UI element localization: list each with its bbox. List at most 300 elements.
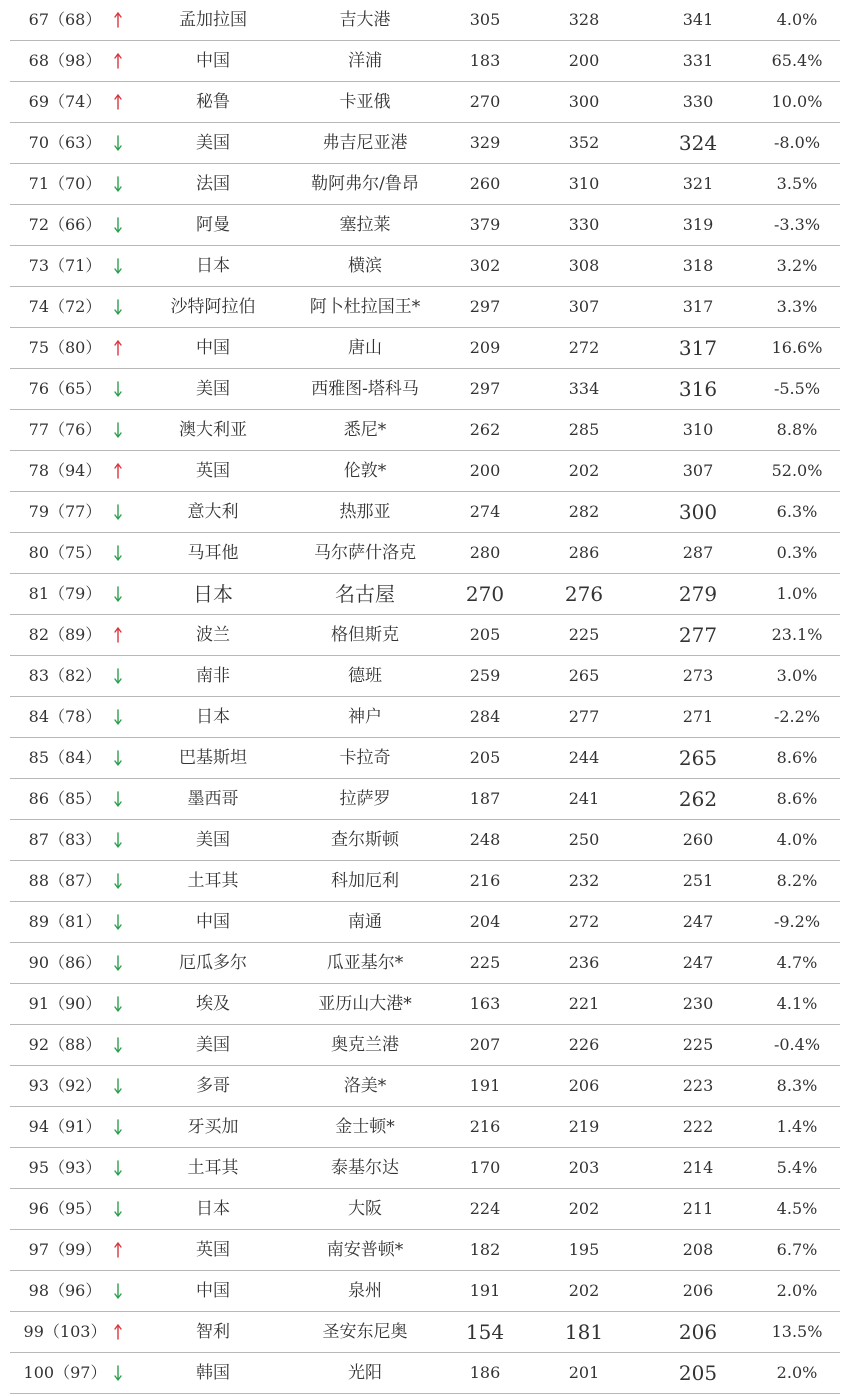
growth-cell: 2.0% bbox=[776, 1363, 818, 1382]
value-cell: 226 bbox=[568, 1035, 600, 1054]
table-row bbox=[10, 287, 840, 328]
table-row bbox=[10, 820, 840, 861]
value-cell: 300 bbox=[568, 92, 600, 111]
table-row bbox=[10, 861, 840, 902]
value-cell: 201 bbox=[568, 1363, 600, 1382]
value-cell: 209 bbox=[469, 338, 501, 357]
value-cell: 331 bbox=[682, 51, 714, 70]
value-cell: 219 bbox=[568, 1117, 600, 1136]
growth-cell: 8.8% bbox=[776, 420, 818, 439]
port-cell: 德班 bbox=[348, 666, 382, 686]
arrow-up-icon bbox=[114, 463, 122, 479]
value-cell: 265 bbox=[568, 666, 600, 685]
value-cell: 270 bbox=[465, 582, 505, 606]
value-cell: 181 bbox=[564, 1320, 604, 1344]
port-cell: 亚历山大港* bbox=[318, 994, 412, 1014]
value-cell: 287 bbox=[682, 543, 714, 562]
growth-cell: -3.3% bbox=[773, 215, 821, 234]
value-cell: 259 bbox=[469, 666, 501, 685]
rank-cell: 93（92） bbox=[28, 1076, 102, 1095]
country-cell: 智利 bbox=[196, 1322, 230, 1342]
rank-cell: 96（95） bbox=[28, 1199, 102, 1218]
arrow-down-icon bbox=[114, 1078, 122, 1094]
country-cell: 中国 bbox=[196, 338, 230, 358]
rank-cell: 69（74） bbox=[28, 92, 102, 111]
value-cell: 206 bbox=[682, 1281, 714, 1300]
rank-cell: 92（88） bbox=[28, 1035, 102, 1054]
value-cell: 330 bbox=[682, 92, 714, 111]
port-cell: 吉大港 bbox=[339, 10, 391, 30]
value-cell: 307 bbox=[568, 297, 600, 316]
growth-cell: 8.3% bbox=[776, 1076, 818, 1095]
country-cell: 阿曼 bbox=[196, 215, 230, 235]
value-cell: 208 bbox=[682, 1240, 714, 1259]
country-cell: 美国 bbox=[196, 379, 230, 399]
value-cell: 202 bbox=[568, 1199, 600, 1218]
value-cell: 262 bbox=[678, 787, 718, 811]
rank-cell: 90（86） bbox=[28, 953, 102, 972]
rank-cell: 82（89） bbox=[28, 625, 102, 644]
value-cell: 260 bbox=[682, 830, 714, 849]
value-cell: 280 bbox=[469, 543, 501, 562]
arrow-down-icon bbox=[114, 873, 122, 889]
value-cell: 319 bbox=[682, 215, 714, 234]
value-cell: 352 bbox=[568, 133, 600, 152]
value-cell: 271 bbox=[682, 707, 714, 726]
table-row bbox=[10, 41, 840, 82]
arrow-up-icon bbox=[114, 340, 122, 356]
value-cell: 302 bbox=[469, 256, 501, 275]
value-cell: 334 bbox=[568, 379, 600, 398]
value-cell: 200 bbox=[568, 51, 600, 70]
port-cell: 勒阿弗尔/鲁昂 bbox=[311, 174, 419, 194]
growth-cell: -9.2% bbox=[773, 912, 821, 931]
port-cell: 光阳 bbox=[348, 1363, 382, 1383]
value-cell: 211 bbox=[682, 1199, 714, 1218]
value-cell: 247 bbox=[682, 953, 714, 972]
value-cell: 277 bbox=[568, 707, 600, 726]
growth-cell: 10.0% bbox=[771, 92, 823, 111]
value-cell: 205 bbox=[469, 748, 501, 767]
growth-cell: 8.6% bbox=[776, 789, 818, 808]
value-cell: 265 bbox=[678, 746, 718, 770]
rank-cell: 77（76） bbox=[28, 420, 102, 439]
value-cell: 216 bbox=[469, 871, 501, 890]
growth-cell: 6.3% bbox=[776, 502, 818, 521]
country-cell: 巴基斯坦 bbox=[179, 748, 247, 768]
port-cell: 卡拉奇 bbox=[339, 748, 391, 768]
port-cell: 阿卜杜拉国王* bbox=[309, 297, 421, 317]
value-cell: 272 bbox=[568, 912, 600, 931]
value-cell: 247 bbox=[682, 912, 714, 931]
table-row bbox=[10, 0, 840, 41]
table-row bbox=[10, 410, 840, 451]
table-row bbox=[10, 1066, 840, 1107]
value-cell: 224 bbox=[469, 1199, 501, 1218]
growth-cell: 23.1% bbox=[771, 625, 823, 644]
value-cell: 310 bbox=[682, 420, 714, 439]
country-cell: 英国 bbox=[196, 1240, 230, 1260]
value-cell: 284 bbox=[469, 707, 501, 726]
value-cell: 191 bbox=[469, 1281, 501, 1300]
table-row bbox=[10, 369, 840, 410]
value-cell: 272 bbox=[568, 338, 600, 357]
arrow-up-icon bbox=[114, 1242, 122, 1258]
rank-cell: 91（90） bbox=[28, 994, 102, 1013]
arrow-down-icon bbox=[114, 299, 122, 315]
rank-cell: 68（98） bbox=[28, 51, 102, 70]
rank-cell: 76（65） bbox=[28, 379, 102, 398]
table-row bbox=[10, 1312, 840, 1353]
country-cell: 南非 bbox=[196, 666, 230, 686]
rank-cell: 97（99） bbox=[28, 1240, 102, 1259]
rank-cell: 100（97） bbox=[23, 1363, 107, 1382]
country-cell: 日本 bbox=[193, 582, 233, 606]
port-cell: 热那亚 bbox=[339, 502, 391, 522]
value-cell: 341 bbox=[682, 10, 714, 29]
growth-cell: 16.6% bbox=[771, 338, 823, 357]
growth-cell: 2.0% bbox=[776, 1281, 818, 1300]
port-cell: 泰基尔达 bbox=[331, 1158, 399, 1178]
table-row bbox=[10, 943, 840, 984]
arrow-down-icon bbox=[114, 1119, 122, 1135]
port-cell: 瓜亚基尔* bbox=[326, 953, 404, 973]
country-cell: 美国 bbox=[196, 1035, 230, 1055]
value-cell: 330 bbox=[568, 215, 600, 234]
country-cell: 孟加拉国 bbox=[179, 10, 247, 30]
country-cell: 日本 bbox=[196, 707, 230, 727]
table-row bbox=[10, 779, 840, 820]
arrow-down-icon bbox=[114, 1283, 122, 1299]
port-cell: 塞拉莱 bbox=[339, 215, 391, 235]
table-row bbox=[10, 984, 840, 1025]
rank-cell: 67（68） bbox=[28, 10, 102, 29]
growth-cell: -0.4% bbox=[773, 1035, 821, 1054]
value-cell: 297 bbox=[469, 379, 501, 398]
value-cell: 286 bbox=[568, 543, 600, 562]
arrow-down-icon bbox=[114, 1365, 122, 1381]
value-cell: 318 bbox=[682, 256, 714, 275]
arrow-down-icon bbox=[114, 709, 122, 725]
arrow-down-icon bbox=[114, 135, 122, 151]
growth-cell: 4.1% bbox=[776, 994, 818, 1013]
table-row bbox=[10, 1025, 840, 1066]
table-row bbox=[10, 697, 840, 738]
value-cell: 170 bbox=[469, 1158, 501, 1177]
country-cell: 牙买加 bbox=[187, 1117, 239, 1137]
growth-cell: 3.2% bbox=[776, 256, 818, 275]
country-cell: 多哥 bbox=[196, 1076, 230, 1096]
port-cell: 马尔萨什洛克 bbox=[314, 543, 416, 563]
value-cell: 262 bbox=[469, 420, 501, 439]
arrow-up-icon bbox=[114, 12, 122, 28]
rank-cell: 86（85） bbox=[28, 789, 102, 808]
value-cell: 328 bbox=[568, 10, 600, 29]
growth-cell: 1.0% bbox=[776, 584, 818, 603]
value-cell: 273 bbox=[682, 666, 714, 685]
value-cell: 186 bbox=[469, 1363, 501, 1382]
value-cell: 205 bbox=[469, 625, 501, 644]
arrow-down-icon bbox=[114, 504, 122, 520]
value-cell: 225 bbox=[469, 953, 501, 972]
arrow-down-icon bbox=[114, 422, 122, 438]
value-cell: 308 bbox=[568, 256, 600, 275]
arrow-up-icon bbox=[114, 53, 122, 69]
country-cell: 英国 bbox=[196, 461, 230, 481]
value-cell: 202 bbox=[568, 1281, 600, 1300]
growth-cell: 65.4% bbox=[771, 51, 823, 70]
country-cell: 中国 bbox=[196, 912, 230, 932]
value-cell: 163 bbox=[469, 994, 501, 1013]
value-cell: 250 bbox=[568, 830, 600, 849]
rank-cell: 71（70） bbox=[28, 174, 102, 193]
value-cell: 202 bbox=[568, 461, 600, 480]
table-row bbox=[10, 1271, 840, 1312]
port-cell: 拉萨罗 bbox=[339, 789, 391, 809]
growth-cell: 4.0% bbox=[776, 830, 818, 849]
value-cell: 191 bbox=[469, 1076, 501, 1095]
table-row bbox=[10, 533, 840, 574]
value-cell: 279 bbox=[678, 582, 718, 606]
growth-cell: -2.2% bbox=[773, 707, 821, 726]
table-row bbox=[10, 1230, 840, 1271]
value-cell: 206 bbox=[568, 1076, 600, 1095]
table-row bbox=[10, 82, 840, 123]
table-row bbox=[10, 205, 840, 246]
arrow-down-icon bbox=[114, 750, 122, 766]
arrow-up-icon bbox=[114, 627, 122, 643]
value-cell: 305 bbox=[469, 10, 501, 29]
country-cell: 日本 bbox=[196, 1199, 230, 1219]
arrow-down-icon bbox=[114, 545, 122, 561]
table-row bbox=[10, 492, 840, 533]
value-cell: 204 bbox=[469, 912, 501, 931]
value-cell: 307 bbox=[682, 461, 714, 480]
rank-cell: 74（72） bbox=[28, 297, 102, 316]
country-cell: 土耳其 bbox=[187, 1158, 239, 1178]
rank-cell: 87（83） bbox=[28, 830, 102, 849]
rank-cell: 84（78） bbox=[28, 707, 102, 726]
value-cell: 297 bbox=[469, 297, 501, 316]
country-cell: 韩国 bbox=[196, 1363, 230, 1383]
rank-cell: 95（93） bbox=[28, 1158, 102, 1177]
country-cell: 埃及 bbox=[196, 994, 230, 1014]
port-cell: 金士顿* bbox=[335, 1117, 395, 1137]
port-cell: 唐山 bbox=[348, 338, 382, 358]
rank-cell: 80（75） bbox=[28, 543, 102, 562]
value-cell: 321 bbox=[682, 174, 714, 193]
rank-cell: 75（80） bbox=[28, 338, 102, 357]
rank-cell: 81（79） bbox=[28, 584, 102, 603]
value-cell: 300 bbox=[678, 500, 718, 524]
table-row bbox=[10, 123, 840, 164]
rank-cell: 78（94） bbox=[28, 461, 102, 480]
port-cell: 名古屋 bbox=[335, 582, 395, 606]
country-cell: 土耳其 bbox=[187, 871, 239, 891]
port-cell: 科加厄利 bbox=[331, 871, 399, 891]
port-cell: 泉州 bbox=[348, 1281, 382, 1301]
value-cell: 317 bbox=[678, 336, 718, 360]
country-cell: 波兰 bbox=[196, 625, 230, 645]
value-cell: 207 bbox=[469, 1035, 501, 1054]
table-row bbox=[10, 451, 840, 492]
country-cell: 墨西哥 bbox=[187, 789, 239, 809]
growth-cell: 3.5% bbox=[776, 174, 818, 193]
value-cell: 277 bbox=[678, 623, 718, 647]
arrow-down-icon bbox=[114, 668, 122, 684]
arrow-down-icon bbox=[114, 381, 122, 397]
arrow-down-icon bbox=[114, 832, 122, 848]
value-cell: 285 bbox=[568, 420, 600, 439]
arrow-up-icon bbox=[114, 94, 122, 110]
rank-cell: 89（81） bbox=[28, 912, 102, 931]
country-cell: 美国 bbox=[196, 830, 230, 850]
port-cell: 查尔斯顿 bbox=[331, 830, 399, 850]
arrow-down-icon bbox=[114, 586, 122, 602]
growth-cell: 8.2% bbox=[776, 871, 818, 890]
growth-cell: 5.4% bbox=[776, 1158, 818, 1177]
country-cell: 中国 bbox=[196, 1281, 230, 1301]
value-cell: 236 bbox=[568, 953, 600, 972]
value-cell: 270 bbox=[469, 92, 501, 111]
value-cell: 200 bbox=[469, 461, 501, 480]
table-row bbox=[10, 902, 840, 943]
value-cell: 187 bbox=[469, 789, 501, 808]
growth-cell: 4.5% bbox=[776, 1199, 818, 1218]
value-cell: 282 bbox=[568, 502, 600, 521]
rank-cell: 98（96） bbox=[28, 1281, 102, 1300]
port-cell: 南安普顿* bbox=[326, 1240, 404, 1260]
table-row bbox=[10, 574, 840, 615]
value-cell: 232 bbox=[568, 871, 600, 890]
port-cell: 横滨 bbox=[348, 256, 382, 276]
arrow-down-icon bbox=[114, 1160, 122, 1176]
port-cell: 洋浦 bbox=[348, 51, 382, 71]
value-cell: 205 bbox=[678, 1361, 718, 1385]
growth-cell: 52.0% bbox=[771, 461, 823, 480]
arrow-down-icon bbox=[114, 258, 122, 274]
country-cell: 秘鲁 bbox=[196, 92, 230, 112]
arrow-down-icon bbox=[114, 955, 122, 971]
growth-cell: 3.0% bbox=[776, 666, 818, 685]
port-cell: 奥克兰港 bbox=[331, 1035, 399, 1055]
arrow-down-icon bbox=[114, 1037, 122, 1053]
value-cell: 225 bbox=[568, 625, 600, 644]
country-cell: 中国 bbox=[196, 51, 230, 71]
value-cell: 223 bbox=[682, 1076, 714, 1095]
value-cell: 225 bbox=[682, 1035, 714, 1054]
value-cell: 276 bbox=[564, 582, 604, 606]
port-cell: 洛美* bbox=[343, 1076, 387, 1096]
port-cell: 悉尼* bbox=[343, 420, 387, 440]
country-cell: 美国 bbox=[196, 133, 230, 153]
value-cell: 206 bbox=[678, 1320, 718, 1344]
country-cell: 沙特阿拉伯 bbox=[170, 297, 256, 317]
arrow-up-icon bbox=[114, 1324, 122, 1340]
table-row bbox=[10, 246, 840, 287]
port-cell: 格但斯克 bbox=[331, 625, 399, 645]
port-cell: 卡亚俄 bbox=[339, 92, 391, 112]
growth-cell: 6.7% bbox=[776, 1240, 818, 1259]
arrow-down-icon bbox=[114, 791, 122, 807]
value-cell: 316 bbox=[678, 377, 718, 401]
value-cell: 183 bbox=[469, 51, 501, 70]
value-cell: 154 bbox=[465, 1320, 505, 1344]
arrow-down-icon bbox=[114, 217, 122, 233]
country-cell: 意大利 bbox=[187, 502, 239, 522]
port-cell: 圣安东尼奥 bbox=[322, 1322, 408, 1342]
value-cell: 248 bbox=[469, 830, 501, 849]
port-cell: 伦敦* bbox=[343, 461, 387, 481]
growth-cell: -5.5% bbox=[773, 379, 821, 398]
value-cell: 329 bbox=[469, 133, 501, 152]
table-row bbox=[10, 656, 840, 697]
arrow-down-icon bbox=[114, 996, 122, 1012]
value-cell: 216 bbox=[469, 1117, 501, 1136]
table-row bbox=[10, 738, 840, 779]
rank-cell: 88（87） bbox=[28, 871, 102, 890]
country-cell: 厄瓜多尔 bbox=[179, 953, 247, 973]
table-row bbox=[10, 1148, 840, 1189]
growth-cell: 0.3% bbox=[776, 543, 818, 562]
table-row bbox=[10, 1107, 840, 1148]
arrow-down-icon bbox=[114, 1201, 122, 1217]
growth-cell: 3.3% bbox=[776, 297, 818, 316]
country-cell: 日本 bbox=[196, 256, 230, 276]
arrow-down-icon bbox=[114, 176, 122, 192]
rank-cell: 83（82） bbox=[28, 666, 102, 685]
port-cell: 南通 bbox=[348, 912, 382, 932]
value-cell: 222 bbox=[682, 1117, 714, 1136]
table-row bbox=[10, 328, 840, 369]
table-row bbox=[10, 1353, 840, 1394]
value-cell: 379 bbox=[469, 215, 501, 234]
rank-cell: 72（66） bbox=[28, 215, 102, 234]
value-cell: 230 bbox=[682, 994, 714, 1013]
growth-cell: -8.0% bbox=[773, 133, 821, 152]
growth-cell: 1.4% bbox=[776, 1117, 818, 1136]
table-row bbox=[10, 615, 840, 656]
port-cell: 弗吉尼亚港 bbox=[322, 133, 408, 153]
value-cell: 317 bbox=[682, 297, 714, 316]
rank-cell: 70（63） bbox=[28, 133, 102, 152]
value-cell: 195 bbox=[568, 1240, 600, 1259]
value-cell: 214 bbox=[682, 1158, 714, 1177]
value-cell: 182 bbox=[469, 1240, 501, 1259]
value-cell: 260 bbox=[469, 174, 501, 193]
arrow-down-icon bbox=[114, 914, 122, 930]
country-cell: 马耳他 bbox=[187, 543, 239, 563]
port-cell: 西雅图-塔科马 bbox=[311, 379, 419, 399]
rank-cell: 73（71） bbox=[28, 256, 102, 275]
port-cell: 神户 bbox=[348, 707, 382, 727]
growth-cell: 8.6% bbox=[776, 748, 818, 767]
rank-cell: 94（91） bbox=[28, 1117, 102, 1136]
country-cell: 澳大利亚 bbox=[179, 420, 247, 440]
value-cell: 324 bbox=[678, 131, 718, 155]
growth-cell: 4.0% bbox=[776, 10, 818, 29]
rank-cell: 85（84） bbox=[28, 748, 102, 767]
value-cell: 241 bbox=[568, 789, 600, 808]
value-cell: 274 bbox=[469, 502, 501, 521]
port-cell: 大阪 bbox=[348, 1199, 382, 1219]
value-cell: 251 bbox=[682, 871, 714, 890]
rank-cell: 79（77） bbox=[28, 502, 102, 521]
growth-cell: 4.7% bbox=[776, 953, 818, 972]
value-cell: 244 bbox=[568, 748, 600, 767]
growth-cell: 13.5% bbox=[771, 1322, 823, 1341]
value-cell: 221 bbox=[568, 994, 600, 1013]
